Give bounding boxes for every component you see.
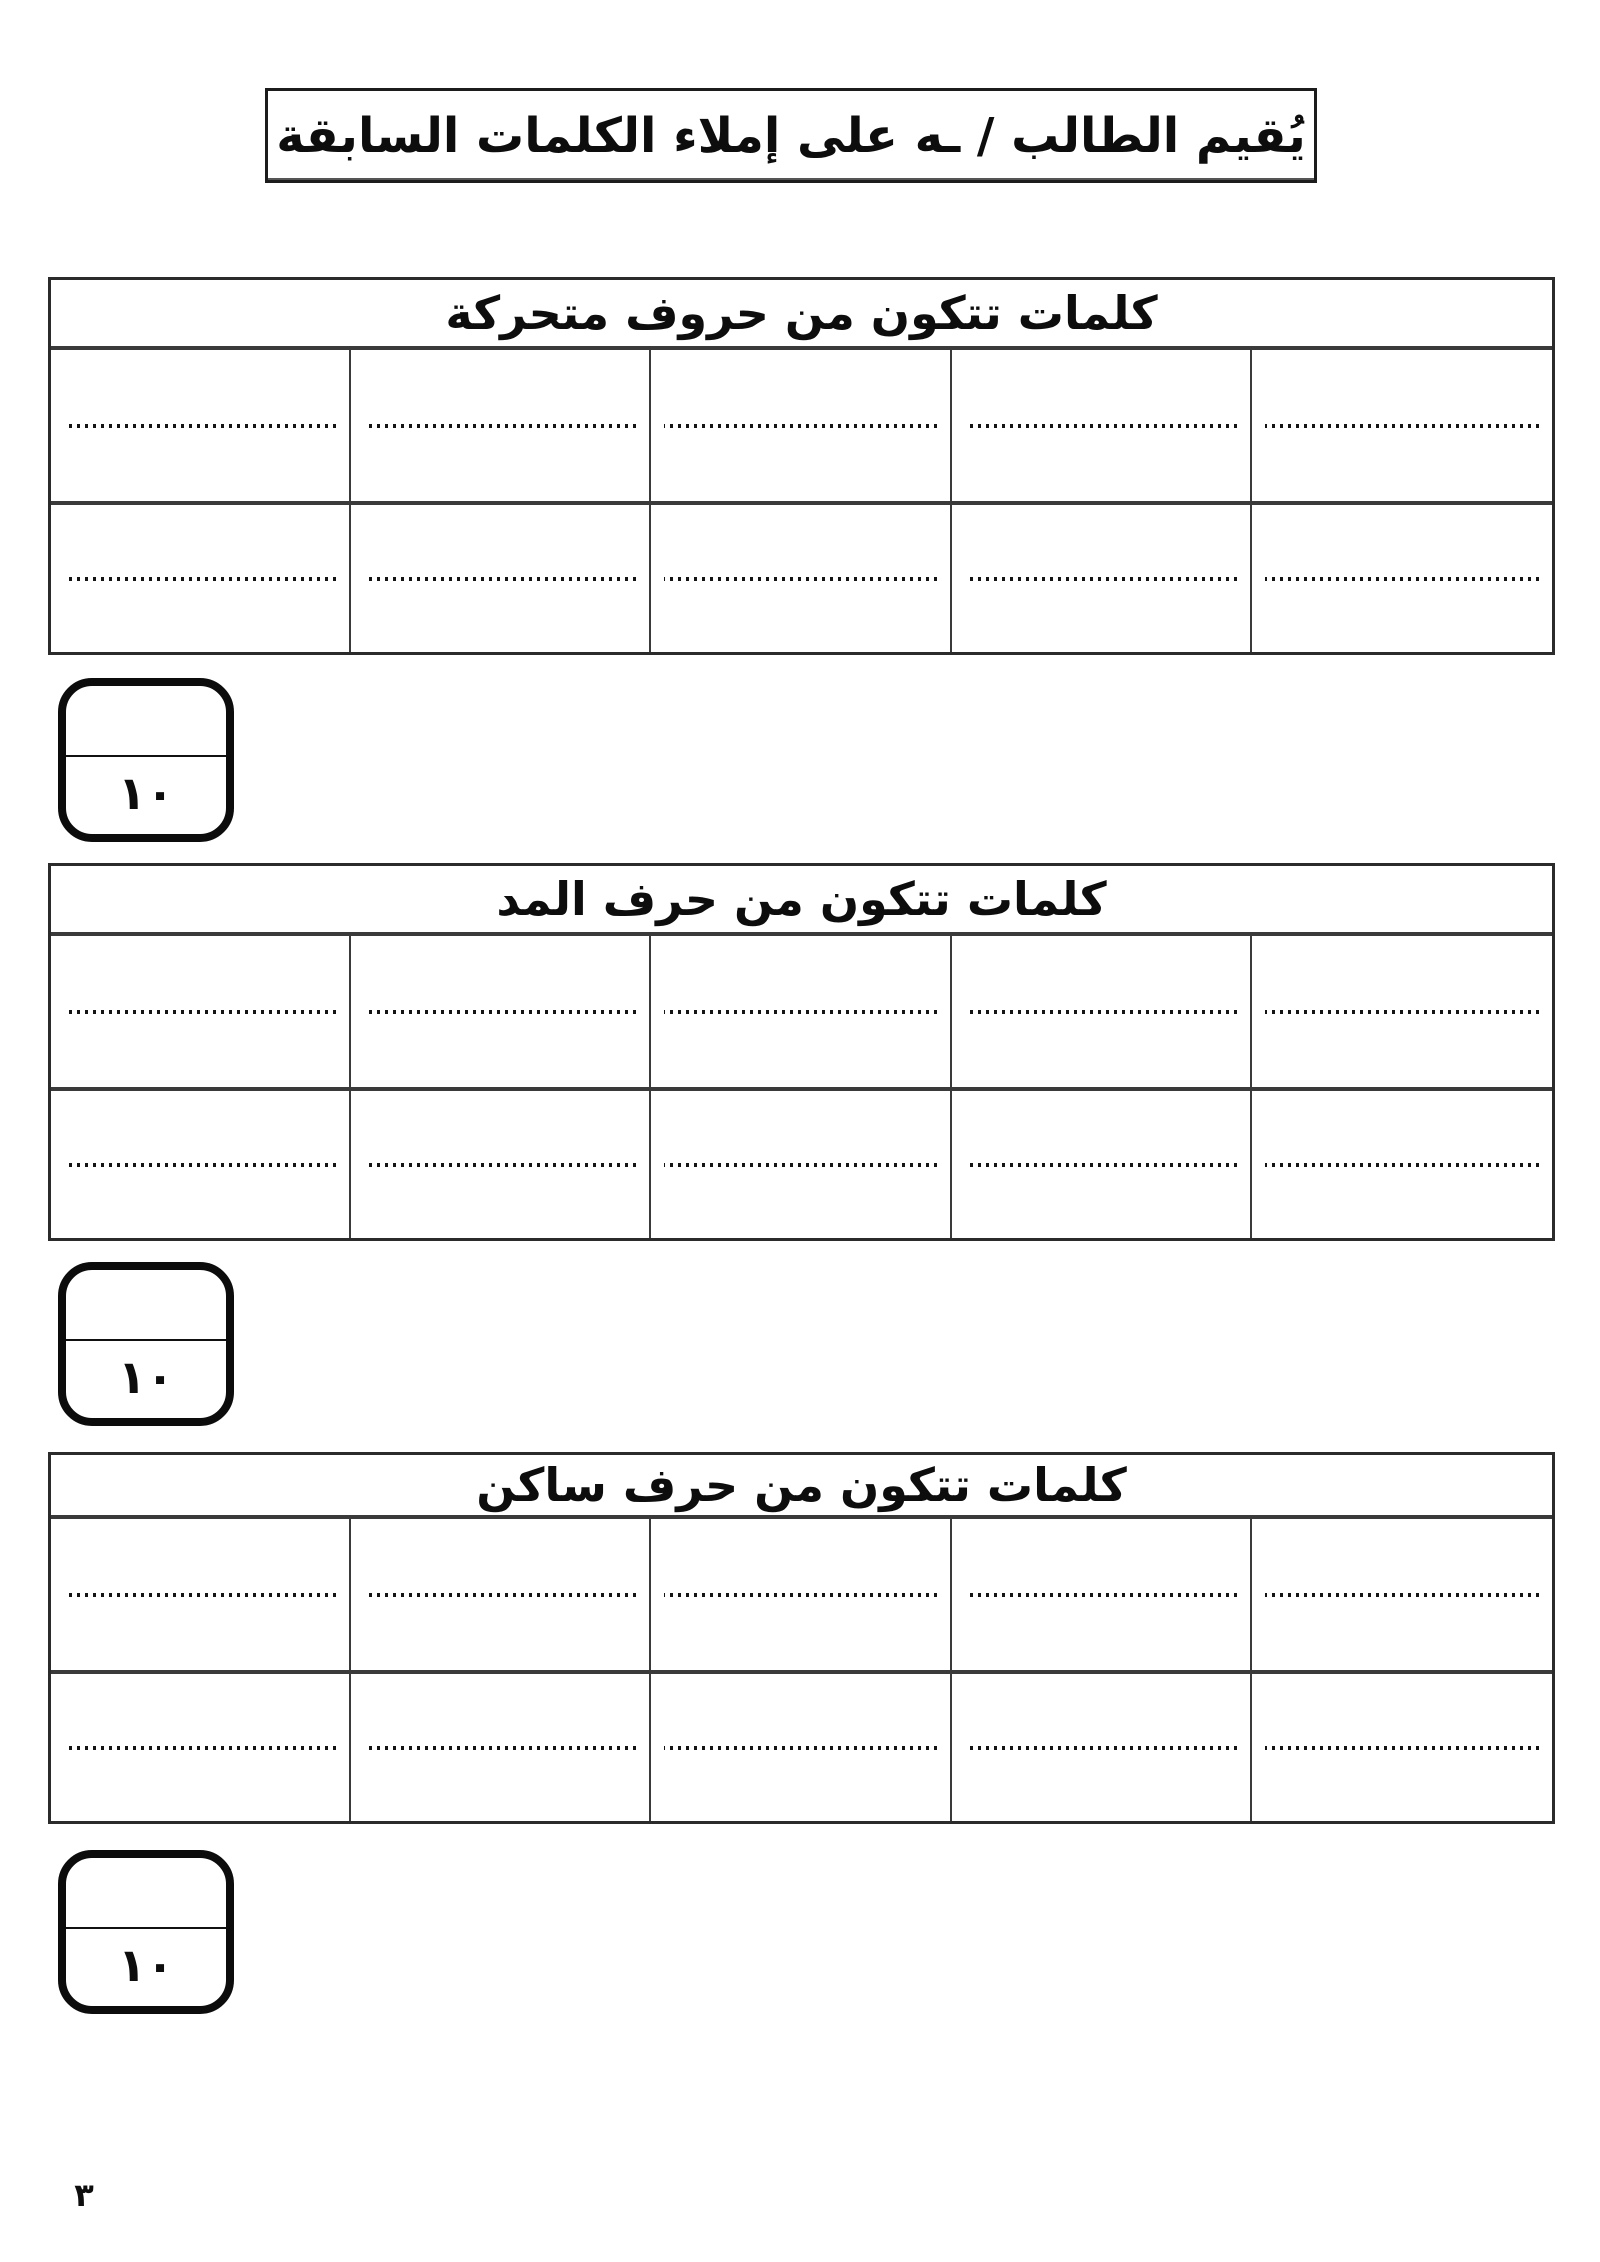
dotted-answer-line: [364, 1746, 636, 1750]
answer-cell: [51, 350, 351, 501]
answer-grid: [51, 350, 1552, 652]
answer-cell: [1252, 350, 1552, 501]
dotted-answer-line: [1265, 1593, 1539, 1597]
answer-cell: [651, 1519, 951, 1670]
table-header-madd-letter: [51, 866, 1552, 936]
score-box-blank-half: [66, 686, 226, 757]
dotted-answer-line: [965, 1163, 1237, 1167]
score-box-sukoon-letter: [58, 1850, 234, 2014]
dotted-answer-line: [364, 1593, 636, 1597]
answer-cell: [952, 1519, 1252, 1670]
answer-cell: [351, 501, 651, 652]
answer-cell: [651, 350, 951, 501]
answer-cell: [651, 1087, 951, 1238]
answer-cell: [51, 1519, 351, 1670]
table-header-label: كلمات تتكون من حروف متحركة: [445, 286, 1158, 340]
dotted-answer-line: [64, 1163, 336, 1167]
answer-cell: [1252, 1087, 1552, 1238]
dotted-answer-line: [64, 1593, 336, 1597]
answer-cell: [1252, 1519, 1552, 1670]
answer-cell: [952, 350, 1252, 501]
answer-cell: [51, 1670, 351, 1821]
dotted-answer-line: [664, 1593, 936, 1597]
dotted-answer-line: [664, 1010, 936, 1014]
dotted-answer-line: [364, 1010, 636, 1014]
table-header-label: كلمات تتكون من حرف ساكن: [476, 1458, 1127, 1512]
answer-cell: [351, 1519, 651, 1670]
answer-cell: [51, 501, 351, 652]
score-box-moving-letters: [58, 678, 234, 842]
words-table-moving-letters: [48, 277, 1555, 655]
dotted-answer-line: [965, 1010, 1237, 1014]
dotted-answer-line: [664, 424, 936, 428]
score-box-blank-half: [66, 1858, 226, 1929]
title-box: [265, 88, 1317, 183]
score-box-madd-letter: [58, 1262, 234, 1426]
answer-cell: [351, 1087, 651, 1238]
answer-cell: [351, 936, 651, 1087]
words-table-madd-letter: [48, 863, 1555, 1241]
answer-grid: [51, 936, 1552, 1238]
score-value: ١٠: [117, 1937, 175, 1992]
dotted-answer-line: [965, 1593, 1237, 1597]
answer-cell: [952, 936, 1252, 1087]
dotted-answer-line: [364, 424, 636, 428]
dotted-answer-line: [965, 577, 1237, 581]
dotted-answer-line: [64, 577, 336, 581]
answer-cell: [651, 501, 951, 652]
words-table-sukoon-letter: [48, 1452, 1555, 1824]
dotted-answer-line: [965, 1746, 1237, 1750]
dotted-answer-line: [664, 1746, 936, 1750]
dotted-answer-line: [1265, 1010, 1539, 1014]
table-header-label: كلمات تتكون من حرف المد: [496, 872, 1107, 926]
answer-cell: [351, 350, 651, 501]
answer-cell: [952, 1087, 1252, 1238]
page-number: ٣: [74, 2176, 94, 2214]
answer-cell: [51, 1087, 351, 1238]
answer-cell: [51, 936, 351, 1087]
answer-cell: [351, 1670, 651, 1821]
dotted-answer-line: [64, 1010, 336, 1014]
answer-cell: [1252, 936, 1552, 1087]
dotted-answer-line: [64, 424, 336, 428]
dotted-answer-line: [1265, 1163, 1539, 1167]
score-box-blank-half: [66, 1270, 226, 1341]
dotted-answer-line: [664, 577, 936, 581]
dotted-answer-line: [1265, 577, 1539, 581]
dotted-answer-line: [965, 424, 1237, 428]
score-value: ١٠: [117, 765, 175, 820]
answer-cell: [952, 501, 1252, 652]
dotted-answer-line: [1265, 1746, 1539, 1750]
table-header-moving-letters: [51, 280, 1552, 350]
page-title: يُقيم الطالب / ـه على إملاء الكلمات السابقة: [276, 107, 1306, 164]
answer-grid: [51, 1519, 1552, 1821]
answer-cell: [1252, 501, 1552, 652]
dotted-answer-line: [64, 1746, 336, 1750]
score-value: ١٠: [117, 1349, 175, 1404]
dotted-answer-line: [364, 577, 636, 581]
dotted-answer-line: [364, 1163, 636, 1167]
dotted-answer-line: [1265, 424, 1539, 428]
answer-cell: [651, 936, 951, 1087]
table-header-sukoon-letter: [51, 1455, 1552, 1519]
dotted-answer-line: [664, 1163, 936, 1167]
answer-cell: [651, 1670, 951, 1821]
answer-cell: [1252, 1670, 1552, 1821]
answer-cell: [952, 1670, 1252, 1821]
